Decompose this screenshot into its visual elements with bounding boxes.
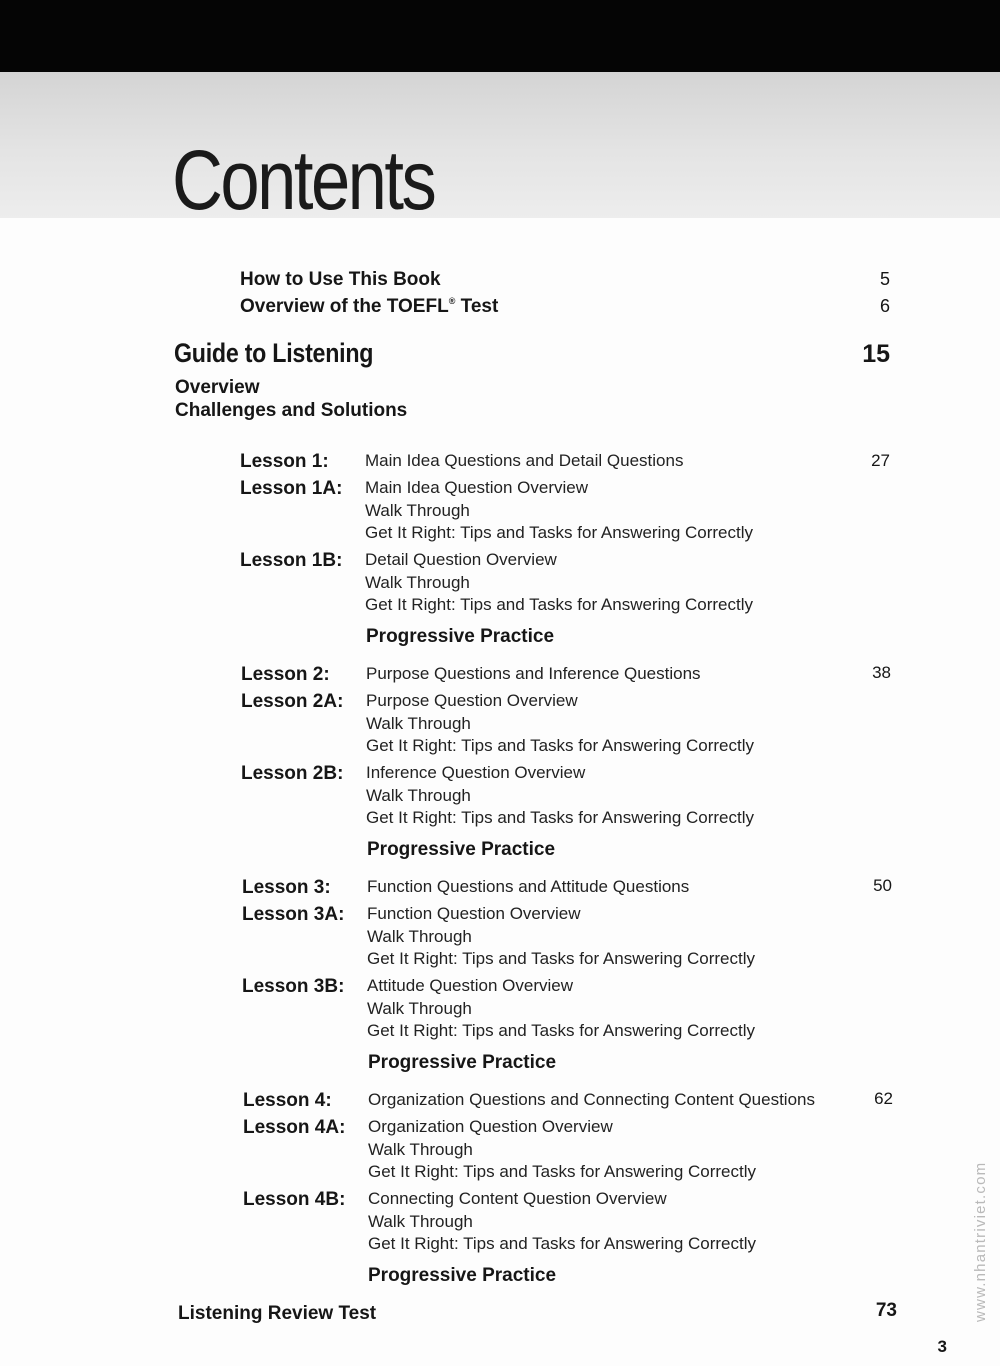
toc-entry[interactable]: Function Question Overview <box>367 904 581 923</box>
toc-entry[interactable]: Inference Question Overview <box>366 763 586 782</box>
registered-mark: ® <box>448 296 456 306</box>
toc-entry[interactable]: Get It Right: Tips and Tasks for Answering Correctly <box>368 1162 757 1181</box>
review-page-number: 73 <box>875 1300 897 1321</box>
lesson-title[interactable]: Function Questions and Attitude Questions <box>367 877 690 896</box>
lesson-part-label: Lesson 3A: <box>242 904 345 925</box>
toc-entry[interactable]: Get It Right: Tips and Tasks for Answering Correctly <box>365 595 754 614</box>
lesson-part-label: Lesson 2A: <box>241 691 344 712</box>
progressive-practice[interactable]: Progressive Practice <box>368 1265 557 1286</box>
toc-entry[interactable]: Walk Through <box>368 1212 473 1231</box>
lesson-label: Lesson 2: <box>241 664 330 685</box>
toc-entry[interactable]: Attitude Question Overview <box>367 976 573 995</box>
lesson-part-label: Lesson 4B: <box>243 1189 346 1210</box>
toc-entry[interactable]: Get It Right: Tips and Tasks for Answering Correctly <box>368 1234 757 1253</box>
toc-entry[interactable]: Walk Through <box>368 1140 473 1159</box>
toc-page-number: 5 <box>879 269 890 289</box>
toc-item-label: How to Use This Book <box>240 269 441 290</box>
toc-entry[interactable]: Walk Through <box>365 573 470 592</box>
top-black-bar <box>0 0 1000 72</box>
toc-entry[interactable]: Walk Through <box>367 927 472 946</box>
lesson-label: Lesson 3: <box>242 877 331 898</box>
toc-entry[interactable]: Walk Through <box>366 786 471 805</box>
toc-page-number: 6 <box>879 296 890 316</box>
page-title: Contents <box>172 133 435 227</box>
toc-entry[interactable]: Detail Question Overview <box>365 550 557 569</box>
toc-entry[interactable]: Connecting Content Question Overview <box>368 1189 667 1208</box>
lesson-title[interactable]: Main Idea Questions and Detail Questions <box>365 451 684 470</box>
toc-entry[interactable]: Get It Right: Tips and Tasks for Answering Correctly <box>366 736 755 755</box>
lesson-page-number: 38 <box>872 663 891 682</box>
toc-item-label: Overview of the TOEFL <box>240 296 449 317</box>
lesson-title[interactable]: Organization Questions and Connecting Content Questions <box>368 1090 815 1109</box>
toc-item-overview[interactable]: Overview <box>175 377 260 398</box>
toc-entry[interactable]: Organization Question Overview <box>368 1117 613 1136</box>
toc-entry[interactable]: Walk Through <box>366 714 471 733</box>
section-page-number: 15 <box>862 340 890 368</box>
toc-item-label-suffix: Test <box>455 296 499 317</box>
lesson-part-label: Lesson 3B: <box>242 976 345 997</box>
header-band <box>0 72 1000 218</box>
toc-item-how-to-use[interactable] <box>240 269 441 291</box>
toc-item-toefl-overview[interactable] <box>240 296 498 318</box>
lesson-part-label: Lesson 1B: <box>240 550 343 571</box>
lesson-page-number: 62 <box>874 1089 893 1108</box>
toc-entry[interactable]: Get It Right: Tips and Tasks for Answering Correctly <box>365 523 754 542</box>
lesson-page-number: 27 <box>871 451 890 470</box>
toc-entry[interactable]: Get It Right: Tips and Tasks for Answering Correctly <box>367 949 756 968</box>
lesson-part-label: Lesson 2B: <box>241 763 344 784</box>
page-folio: 3 <box>937 1337 947 1356</box>
toc-entry[interactable]: Main Idea Question Overview <box>365 478 588 497</box>
toc-entry[interactable]: Walk Through <box>367 999 472 1018</box>
progressive-practice[interactable]: Progressive Practice <box>368 1052 557 1073</box>
toc-entry[interactable]: Walk Through <box>365 501 470 520</box>
lesson-page-number: 50 <box>873 876 892 895</box>
lesson-part-label: Lesson 1A: <box>240 478 343 499</box>
lesson-title[interactable]: Purpose Questions and Inference Questions <box>366 664 701 683</box>
progressive-practice[interactable]: Progressive Practice <box>367 839 556 860</box>
toc-item-challenges[interactable]: Challenges and Solutions <box>175 400 408 421</box>
toc-entry[interactable]: Get It Right: Tips and Tasks for Answering Correctly <box>367 1021 756 1040</box>
section-title[interactable]: Guide to Listening <box>174 338 374 368</box>
progressive-practice[interactable]: Progressive Practice <box>366 626 555 647</box>
lesson-label: Lesson 4: <box>243 1090 332 1111</box>
toc-item-review-test[interactable]: Listening Review Test <box>178 1303 377 1324</box>
toc-entry[interactable]: Purpose Question Overview <box>366 691 578 710</box>
watermark-text: www.nhantriviet.com <box>972 1161 989 1322</box>
lesson-label: Lesson 1: <box>240 451 329 472</box>
lesson-part-label: Lesson 4A: <box>243 1117 346 1138</box>
toc-entry[interactable]: Get It Right: Tips and Tasks for Answering Correctly <box>366 808 755 827</box>
